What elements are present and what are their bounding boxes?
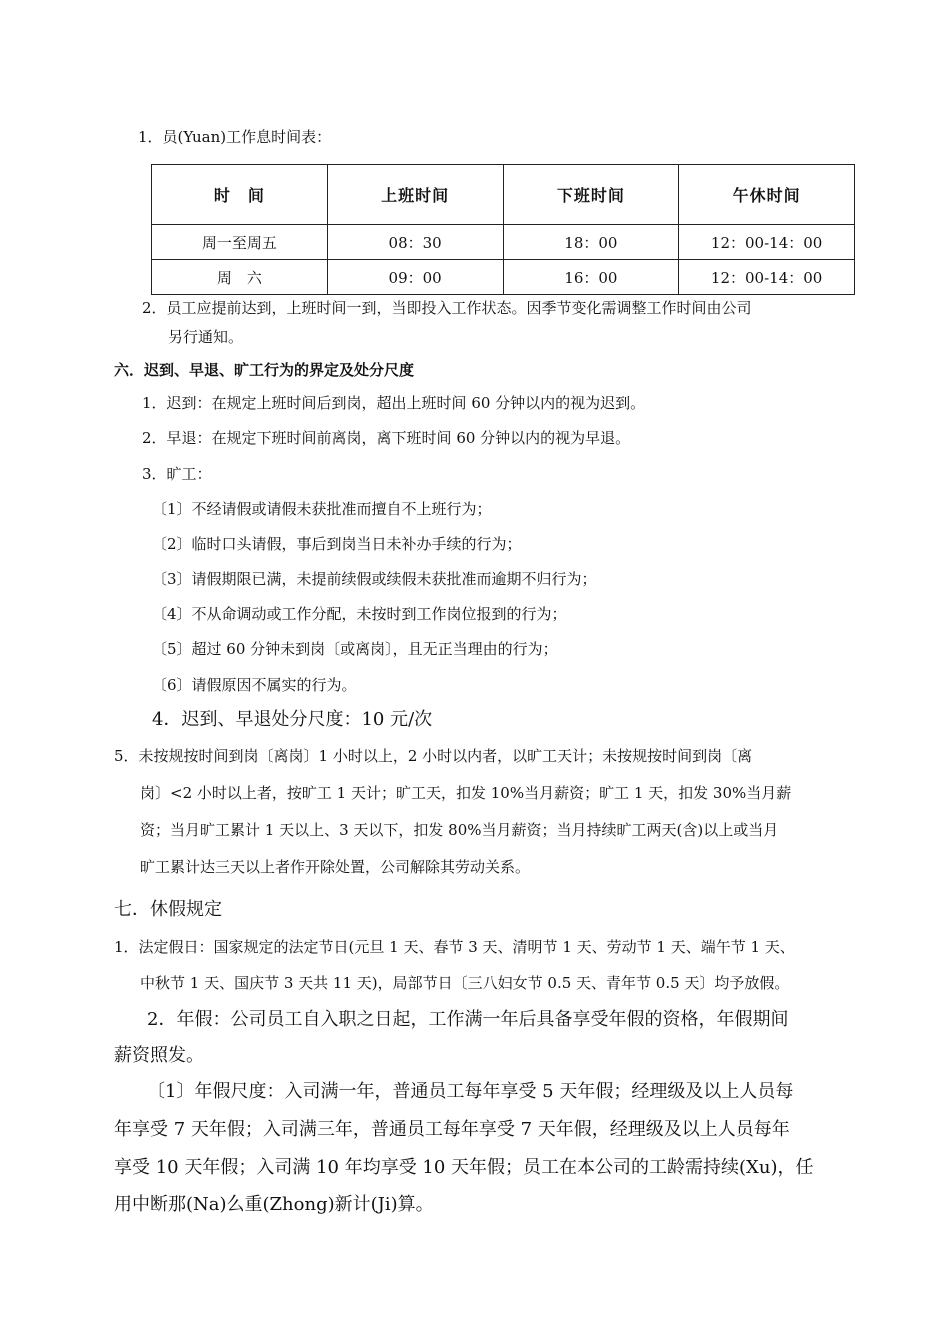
annual-scale-line-3: 享受 10 天年假；入司满 10 年均享受 10 天年假；员工在本公司的工龄需持续(Xu)，任 (114, 1157, 814, 1178)
penalty-late-early: 4．迟到、早退处分尺度：10 元/次 (152, 709, 433, 730)
absence-case-1: 〔1〕不经请假或请假未获批准而擅自不上班行为； (152, 500, 492, 518)
rule-late: 1．迟到：在规定上班时间后到岗，超出上班时间 60 分钟以内的视为迟到。 (142, 394, 646, 412)
table-cell: 周 六 (152, 260, 328, 295)
annual-scale-line-2: 年享受 7 天年假；入司满三年，普通员工每年享受 7 天年假，经理级及以上人员每年 (114, 1119, 790, 1140)
header-start: 上班时间 (327, 165, 503, 225)
holiday-line-2: 中秋节 1 天、国庆节 3 天共 11 天)，局部节日〔三八妇女节 0.5 天、青年节 0.5 天〕均予放假。 (140, 974, 790, 992)
table-cell: 18：00 (503, 225, 679, 260)
holiday-line-1: 1．法定假日：国家规定的法定节日(元旦 1 天、春节 3 天、清明节 1 天、劳动节 1 天、端午节 1 天、 (114, 938, 795, 956)
rule-absence-title: 3．旷工： (142, 465, 212, 483)
table-cell: 12：00-14：00 (679, 225, 855, 260)
table-row (152, 225, 855, 260)
header-end: 下班时间 (503, 165, 679, 225)
annual-scale-line-4: 用中断那(Na)么重(Zhong)新计(Ji)算。 (114, 1194, 434, 1215)
annual-leave-line-2: 薪资照发。 (114, 1045, 204, 1066)
header-time: 时 间 (152, 165, 328, 225)
table-header-row (152, 165, 855, 225)
rule-early-leave: 2．早退：在规定下班时间前离岗，离下班时间 60 分钟以内的视为早退。 (142, 429, 631, 447)
item-1-title: 1．员(Yuan)工作息时间表： (138, 128, 332, 146)
penalty-absence-line-1: 5．未按规按时间到岗〔离岗〕1 小时以上，2 小时以内者，以旷工天计；未按规按时间到岗〔离 (114, 747, 753, 765)
penalty-absence-line-4: 旷工累计达三天以上者作开除处置，公司解除其劳动关系。 (140, 858, 531, 876)
absence-case-4: 〔4〕不从命调动或工作分配，未按时到工作岗位报到的行为； (152, 605, 567, 623)
section-7-heading: 七．休假规定 (114, 899, 222, 920)
absence-case-5: 〔5〕超过 60 分钟未到岗〔或离岗〕，且无正当理由的行为； (152, 640, 558, 658)
annual-leave-line-1: 2．年假：公司员工自入职之日起，工作满一年后具备享受年假的资格，年假期间 (147, 1009, 789, 1030)
table-row (152, 260, 855, 295)
table-cell: 周一至周五 (152, 225, 328, 260)
table-cell: 09：00 (327, 260, 503, 295)
absence-case-3: 〔3〕请假期限已满，未提前续假或续假未获批准而逾期不归行为； (152, 570, 597, 588)
annual-scale-line-1: 〔1〕年假尺度：入司满一年，普通员工每年享受 5 天年假；经理级及以上人员每 (147, 1081, 794, 1102)
header-lunch: 午休时间 (679, 165, 855, 225)
penalty-absence-line-2: 岗〕<2 小时以上者，按旷工 1 天计；旷工天，扣发 10%当月薪资；旷工 1 天，扣发 30%当月薪 (140, 784, 792, 802)
work-schedule-table (151, 164, 855, 295)
table-cell: 12：00-14：00 (679, 260, 855, 295)
table-cell: 08：30 (327, 225, 503, 260)
table-cell: 16：00 (503, 260, 679, 295)
penalty-absence-line-3: 资；当月旷工累计 1 天以上、3 天以下，扣发 80%当月薪资；当月持续旷工两天(含)以上或当月 (140, 821, 779, 839)
item-2-line-2: 另行通知。 (168, 328, 244, 346)
section-6-heading: 六．迟到、早退、旷工行为的界定及处分尺度 (114, 361, 415, 379)
absence-case-6: 〔6〕请假原因不属实的行为。 (152, 676, 357, 694)
absence-case-2: 〔2〕临时口头请假，事后到岗当日未补办手续的行为； (152, 535, 522, 553)
item-2-line-1: 2．员工应提前达到，上班时间一到，当即投入工作状态。因季节变化需调整工作时间由公司 (142, 299, 752, 317)
